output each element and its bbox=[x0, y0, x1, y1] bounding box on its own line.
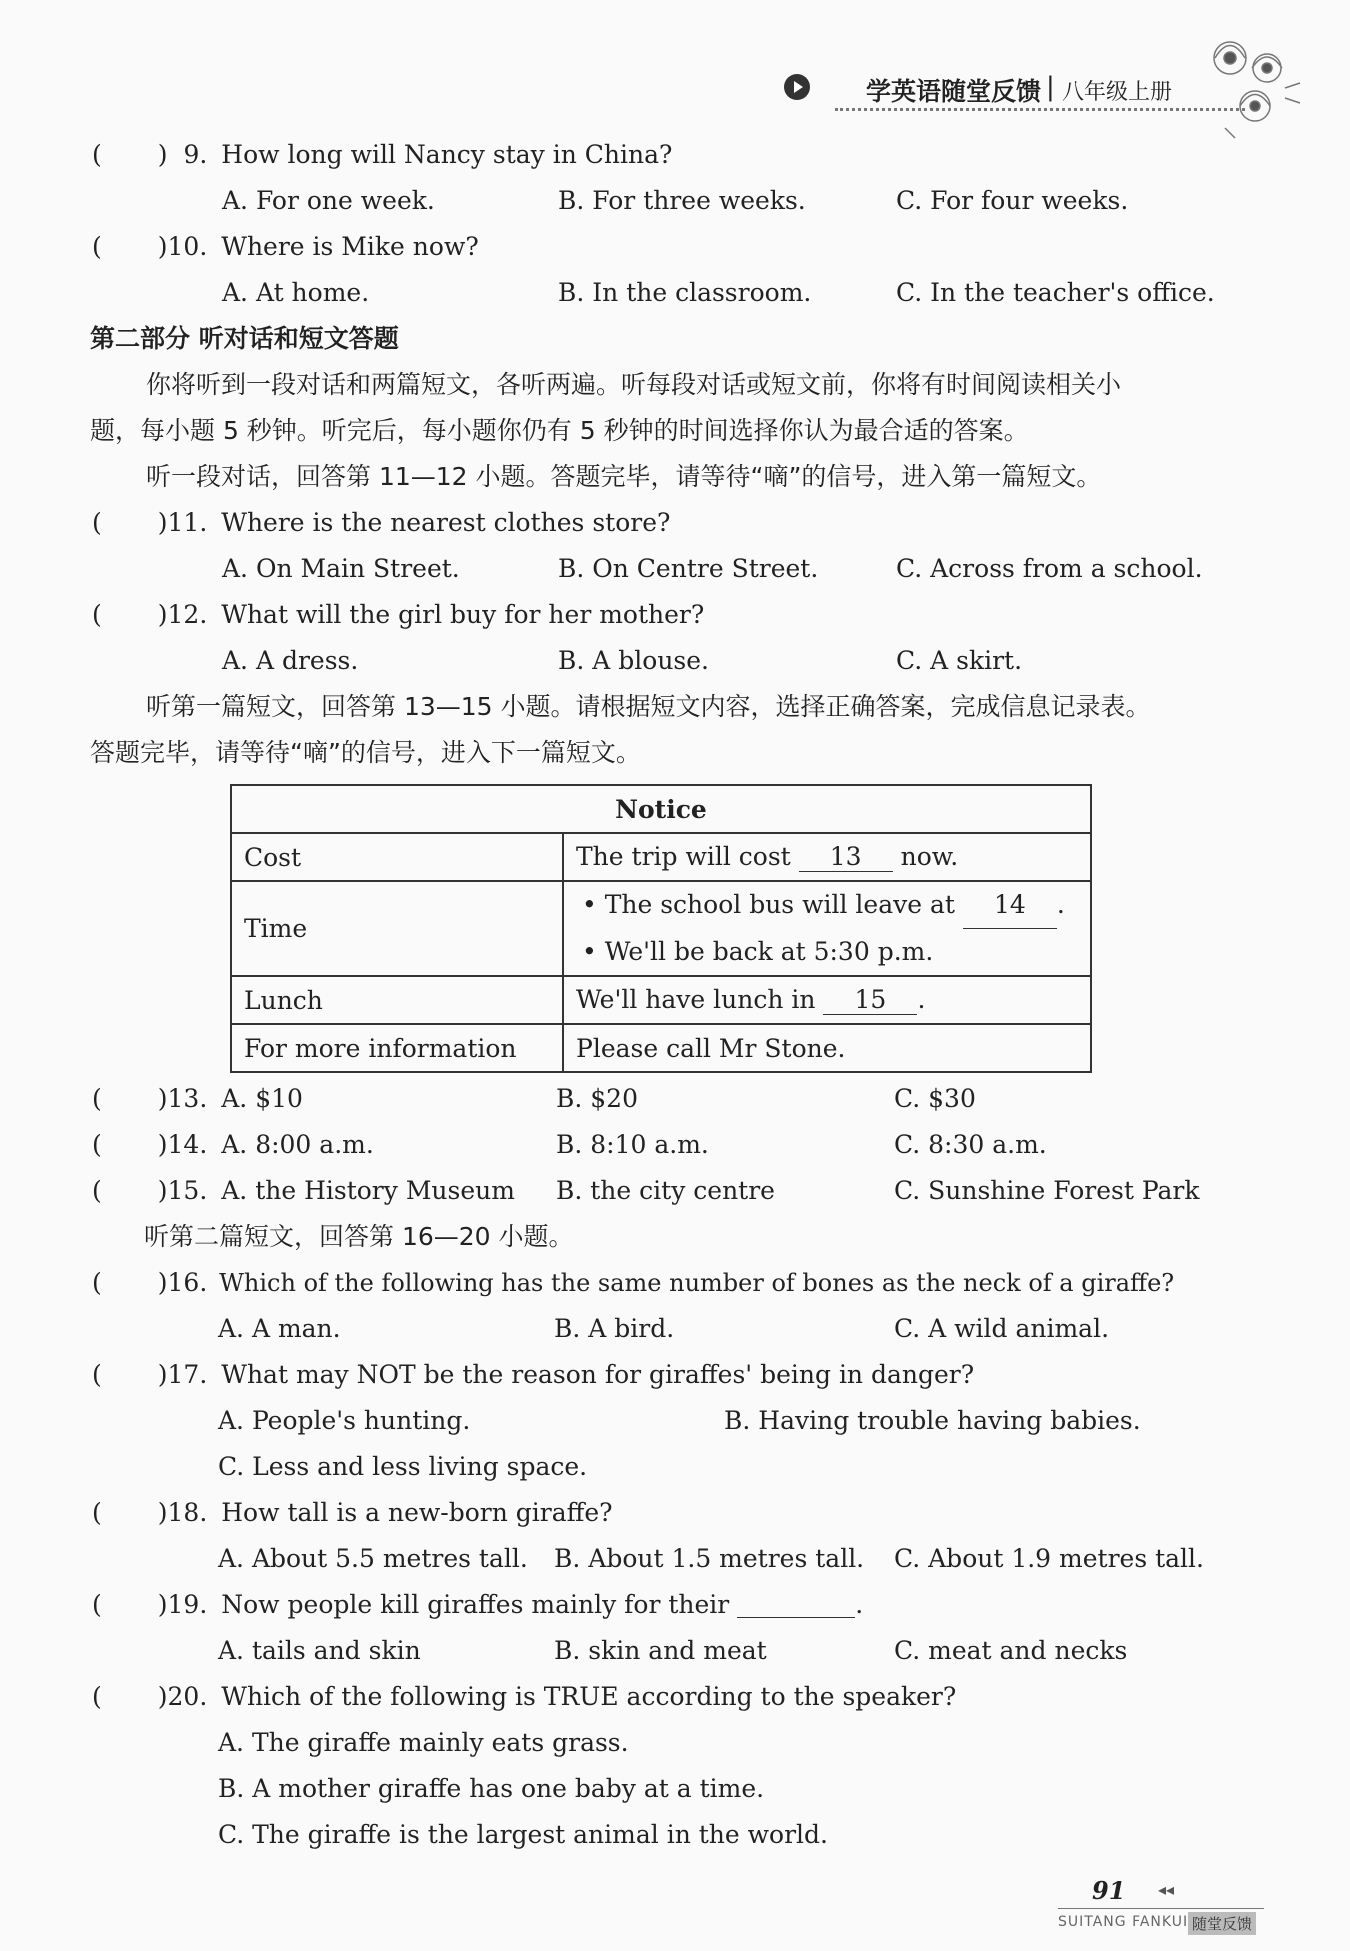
question-number: 10. bbox=[167, 232, 208, 261]
answer-paren[interactable]: ( bbox=[92, 1084, 102, 1113]
option-a: A. For one week. bbox=[222, 186, 435, 215]
time-label: Time bbox=[231, 881, 563, 976]
question-number: 13. bbox=[167, 1084, 208, 1113]
double-arrow-icon: ◂◂ bbox=[1158, 1880, 1175, 1899]
question-text: What may NOT be the reason for giraffes' being in danger? bbox=[221, 1360, 975, 1389]
option-b: B. On Centre Street. bbox=[558, 554, 819, 583]
answer-paren[interactable]: ( bbox=[92, 1682, 102, 1711]
answer-paren[interactable]: ( bbox=[92, 1498, 102, 1527]
dialog-instruction: 听一段对话，回答第 11—12 小题。答题完毕，请等待“嘀”的信号，进入第一篇短文。 bbox=[146, 462, 1102, 491]
info-value: Please call Mr Stone. bbox=[563, 1024, 1091, 1072]
question-text: Which of the following has the same number of bones as the neck of a giraffe? bbox=[219, 1269, 1175, 1297]
option-b: B. About 1.5 metres tall. bbox=[554, 1544, 865, 1573]
cost-label: Cost bbox=[231, 833, 563, 881]
question-number: 16. bbox=[167, 1268, 208, 1297]
option-a: A. A man. bbox=[218, 1314, 341, 1343]
option-c: C. A skirt. bbox=[896, 646, 1023, 675]
answer-paren[interactable]: ( bbox=[92, 600, 102, 629]
option-b: B. In the classroom. bbox=[558, 278, 812, 307]
question-text: Where is the nearest clothes store? bbox=[221, 508, 671, 537]
question-12: ( )12. What will the girl buy for her mother? bbox=[92, 600, 705, 629]
option-b: B. Having trouble having babies. bbox=[724, 1406, 1141, 1435]
question-number: 19. bbox=[167, 1590, 208, 1619]
header-divider bbox=[835, 108, 1245, 111]
question-11: ( )11. Where is the nearest clothes store? bbox=[92, 508, 671, 537]
question-15: ( )15. A. the History Museum bbox=[92, 1176, 515, 1205]
question-text: Where is Mike now? bbox=[221, 232, 479, 261]
question-text: Which of the following is TRUE according to the speaker? bbox=[221, 1682, 957, 1711]
question-number: 15. bbox=[167, 1176, 208, 1205]
option-b: B. 8:10 a.m. bbox=[556, 1130, 709, 1159]
question-19: ( )19. Now people kill giraffes mainly for their . bbox=[92, 1590, 864, 1619]
option-b: B. A mother giraffe has one baby at a time. bbox=[218, 1774, 765, 1803]
option-c: C. Sunshine Forest Park bbox=[894, 1176, 1200, 1205]
option-b: B. For three weeks. bbox=[558, 186, 806, 215]
blank-15[interactable]: 15 bbox=[823, 985, 917, 1015]
question-18: ( )18. How tall is a new-born giraffe? bbox=[92, 1498, 613, 1527]
option-a: A. $10 bbox=[221, 1084, 303, 1113]
question-20: ( )20. Which of the following is TRUE according to the speaker? bbox=[92, 1682, 957, 1711]
answer-paren[interactable]: ( bbox=[92, 1360, 102, 1389]
question-number: 20. bbox=[167, 1682, 208, 1711]
question-9: ( ) 9. How long will Nancy stay in China? bbox=[92, 140, 673, 169]
option-a: A. On Main Street. bbox=[222, 554, 460, 583]
option-b: B. A blouse. bbox=[558, 646, 709, 675]
question-number: 14. bbox=[167, 1130, 208, 1159]
answer-paren[interactable]: ( bbox=[92, 1176, 102, 1205]
blank-14[interactable]: 14 bbox=[963, 882, 1057, 929]
question-number: 17. bbox=[167, 1360, 208, 1389]
question-14: ( )14. A. 8:00 a.m. bbox=[92, 1130, 374, 1159]
passage2-instruction: 听第二篇短文，回答第 16—20 小题。 bbox=[144, 1222, 574, 1251]
question-16: ( )16. Which of the following has the same number of bones as the neck of a giraffe? bbox=[92, 1268, 1175, 1297]
page-number: 91 bbox=[1092, 1876, 1126, 1905]
footer-rule bbox=[1058, 1908, 1264, 1909]
question-number: 18. bbox=[167, 1498, 208, 1527]
answer-paren[interactable]: ( bbox=[92, 508, 102, 537]
option-a: A. People's hunting. bbox=[218, 1406, 471, 1435]
fill-blank[interactable] bbox=[737, 1592, 855, 1618]
passage1-instruction-line1: 听第一篇短文，回答第 13—15 小题。请根据短文内容，选择正确答案，完成信息记录表。 bbox=[146, 692, 1151, 721]
play-icon bbox=[784, 74, 810, 100]
passage1-instruction-line2: 答题完毕，请等待“嘀”的信号，进入下一篇短文。 bbox=[90, 738, 641, 767]
section-intro-line2: 题，每小题 5 秒钟。听完后，每小题你仍有 5 秒钟的时间选择你认为最合适的答案。 bbox=[90, 416, 1029, 445]
option-a: A. The giraffe mainly eats grass. bbox=[218, 1728, 629, 1757]
question-10: ( )10. Where is Mike now? bbox=[92, 232, 479, 261]
question-text: What will the girl buy for her mother? bbox=[221, 600, 705, 629]
notice-title: Notice bbox=[231, 785, 1091, 833]
header-title: 学英语随堂反馈 bbox=[866, 77, 1042, 106]
header-subtitle: 八年级上册 bbox=[1062, 80, 1173, 105]
question-17: ( )17. What may NOT be the reason for giraffes' being in danger? bbox=[92, 1360, 975, 1389]
option-c: C. meat and necks bbox=[894, 1636, 1128, 1665]
answer-paren[interactable]: ( bbox=[92, 232, 102, 261]
question-text: How long will Nancy stay in China? bbox=[221, 140, 673, 169]
answer-paren[interactable]: ( bbox=[92, 1268, 102, 1297]
option-b: B. the city centre bbox=[556, 1176, 775, 1205]
option-a: A. About 5.5 metres tall. bbox=[218, 1544, 528, 1573]
question-number: 12. bbox=[167, 600, 208, 629]
lunch-label: Lunch bbox=[231, 976, 563, 1024]
option-a: A. 8:00 a.m. bbox=[221, 1130, 374, 1159]
question-number: 11. bbox=[167, 508, 208, 537]
option-c: C. For four weeks. bbox=[896, 186, 1129, 215]
option-c: C. Across from a school. bbox=[896, 554, 1203, 583]
option-c: C. Less and less living space. bbox=[218, 1452, 588, 1481]
option-b: B. $20 bbox=[556, 1084, 638, 1113]
flower-decoration-icon bbox=[1205, 28, 1305, 147]
option-a: A. the History Museum bbox=[221, 1176, 515, 1205]
footer-brand: SUITANG FANKUI bbox=[1058, 1914, 1189, 1930]
question-number: 9. bbox=[183, 140, 208, 169]
option-a: A. tails and skin bbox=[218, 1636, 421, 1665]
notice-table bbox=[230, 784, 1092, 1073]
lunch-cell: We'll have lunch in 15 . bbox=[563, 976, 1091, 1024]
option-c: C. About 1.9 metres tall. bbox=[894, 1544, 1204, 1573]
section-intro-line1: 你将听到一段对话和两篇短文，各听两遍。听每段对话或短文前，你将有时间阅读相关小 bbox=[146, 370, 1122, 399]
option-c: C. A wild animal. bbox=[894, 1314, 1110, 1343]
blank-13[interactable]: 13 bbox=[799, 842, 893, 872]
option-c: C. 8:30 a.m. bbox=[894, 1130, 1047, 1159]
option-a: A. At home. bbox=[222, 278, 370, 307]
option-c: C. The giraffe is the largest animal in the world. bbox=[218, 1820, 828, 1849]
answer-paren[interactable]: ( bbox=[92, 1590, 102, 1619]
option-b: B. skin and meat bbox=[554, 1636, 767, 1665]
option-c: C. In the teacher's office. bbox=[896, 278, 1215, 307]
info-label: For more information bbox=[231, 1024, 563, 1072]
option-a: A. A dress. bbox=[222, 646, 359, 675]
answer-paren[interactable]: ( bbox=[92, 1130, 102, 1159]
option-b: B. A bird. bbox=[554, 1314, 675, 1343]
time-cell: • The school bus will leave at 14 . • We'll be back at 5:30 p.m. bbox=[563, 881, 1091, 976]
answer-paren[interactable]: ( bbox=[92, 140, 102, 169]
cost-cell: The trip will cost 13 now. bbox=[563, 833, 1091, 881]
section-heading: 第二部分 听对话和短文答题 bbox=[90, 324, 399, 353]
footer-badge: 随堂反馈 bbox=[1188, 1912, 1256, 1935]
header-separator: | bbox=[1046, 72, 1055, 102]
option-c: C. $30 bbox=[894, 1084, 976, 1113]
question-13: ( )13. A. $10 bbox=[92, 1084, 303, 1113]
question-text: Now people kill giraffes mainly for their bbox=[221, 1590, 730, 1619]
question-text: How tall is a new-born giraffe? bbox=[221, 1498, 613, 1527]
